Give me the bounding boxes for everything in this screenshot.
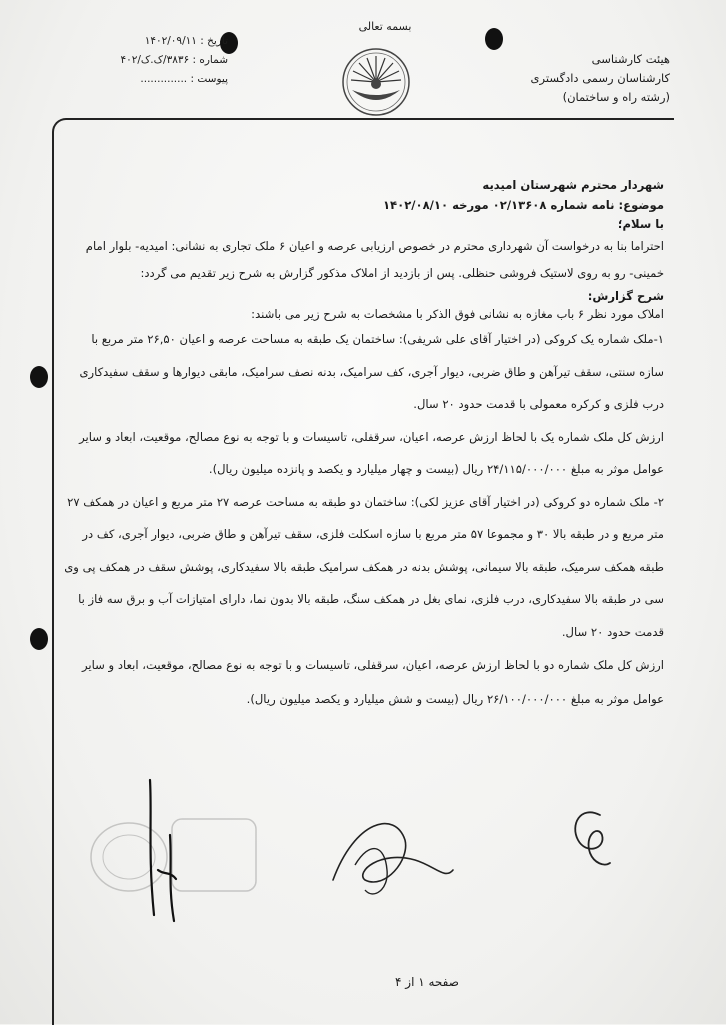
org-line-2: کارشناسان رسمی دادگستری xyxy=(530,71,670,85)
item-1-value: ارزش کل ملک شماره یک با لحاظ ارزش عرصه، اعیان، سرقفلی، تاسیسات و با توجه به نوع مصالح، موقعیت، ابعاد و سایر عوامل موثر به مبلغ ۲۴/۱۱۵/۰۰۰/۰۰۰ ریال (بیست و چهار میلیارد و یکصد و پانزده میلیون ریال). xyxy=(79,429,664,476)
letter-meta xyxy=(88,32,228,89)
subject: موضوع: نامه شماره ۰۲/۱۳۶۰۸ مورخه ۱۴۰۲/۰۸/۱۰ xyxy=(382,198,664,212)
intro-paragraph: احتراما بنا به درخواست آن شهرداری محترم در خصوص ارزیابی عرصه و اعیان ۶ ملک تجاری به نشانی: امیدیه- بلوار امام خمینی- رو به روی لاستیک فروشی حنظلی. پس از بازدید از املاک مذکور گزارش به شرح زیر تقدیم می گردد: xyxy=(85,239,664,280)
signature-mark xyxy=(325,810,465,910)
recipient: شهردار محترم شهرستان امیدیه xyxy=(482,178,664,192)
signature-mark xyxy=(140,775,200,925)
punch-hole xyxy=(30,628,48,650)
organization-block xyxy=(500,50,670,107)
page-number: صفحه ۱ از ۴ xyxy=(395,975,459,989)
item-2-value: ارزش کل ملک شماره دو با لحاظ ارزش عرصه، اعیان، سرقفلی، تاسیسات و با توجه به نوع مصالح، موقعیت، ابعاد و سایر عوامل موثر به مبلغ ۲۶/۱۰۰/۰۰۰/۰۰۰ ریال (بیست و شش میلیارد و یکصد میلیون ریال). xyxy=(82,658,664,706)
report-heading: شرح گزارش: xyxy=(587,289,664,303)
punch-hole xyxy=(485,28,503,50)
letter-body xyxy=(64,175,664,716)
signature-mark xyxy=(560,805,620,875)
org-line-1: هیئت کارشناسی xyxy=(591,52,670,66)
punch-hole xyxy=(30,366,48,388)
emblem-icon xyxy=(340,46,412,118)
attachment-field: پیوست : .............. xyxy=(140,73,228,85)
salutation: با سلام؛ xyxy=(617,217,664,231)
date-field: تاریخ : ۱۴۰۲/۰۹/۱۱ xyxy=(144,35,228,47)
basmala: بسمه تعالی xyxy=(358,20,412,33)
number-field: شماره : ۳۸۳۶/ک.ک/۴۰۲ xyxy=(120,54,228,66)
item-1-description: ۱-ملک شماره یک کروکی (در اختیار آقای علی شریفی): ساختمان یک طبقه به مساحت عرصه و اعیان ۲۶,۵۰ متر مربع با سازه سنتی، سقف تیرآهن و طاق ضربی، دیوار آجری، کف سرامیک، بدنه نصف سرامیک، مابقی دیوارها و سقف سفیدکاری درب فلزی و کرکره معمولی با قدمت حدود ۲۰ سال. xyxy=(79,332,664,411)
org-line-3: (رشته راه و ساختمان) xyxy=(562,90,670,104)
report-intro: املاک مورد نظر ۶ باب مغازه به نشانی فوق الذکر با مشخصات به شرح زیر می باشند: xyxy=(251,307,664,321)
item-2-description: ۲- ملک شماره دو کروکی (در اختیار آقای عزیز لکی): ساختمان دو طبقه به مساحت عرصه ۲۷ متر مربع و اعیان در همکف ۲۷ متر مربع و در طبقه بالا ۳۰ و مجموعا ۵۷ متر مربع با سازه اسکلت فلزی، سقف تیرآهن و طاق ضربی، دیوار آجری، کف در طبقه همکف سرمیک، طبقه بالا سیمانی، پوشش بدنه در همکف سرامیک طبقه بالا سفیدکاری، پوشش سقف در همکف پی وی سی در طبقه بالا سفیدکاری، درب فلزی، نمای بغل در همکف سنگ، طبقه بالا بدون نما، دارای امتیازات آب و برق سه فاز با قدمت حدود ۲۰ سال. xyxy=(64,494,664,639)
